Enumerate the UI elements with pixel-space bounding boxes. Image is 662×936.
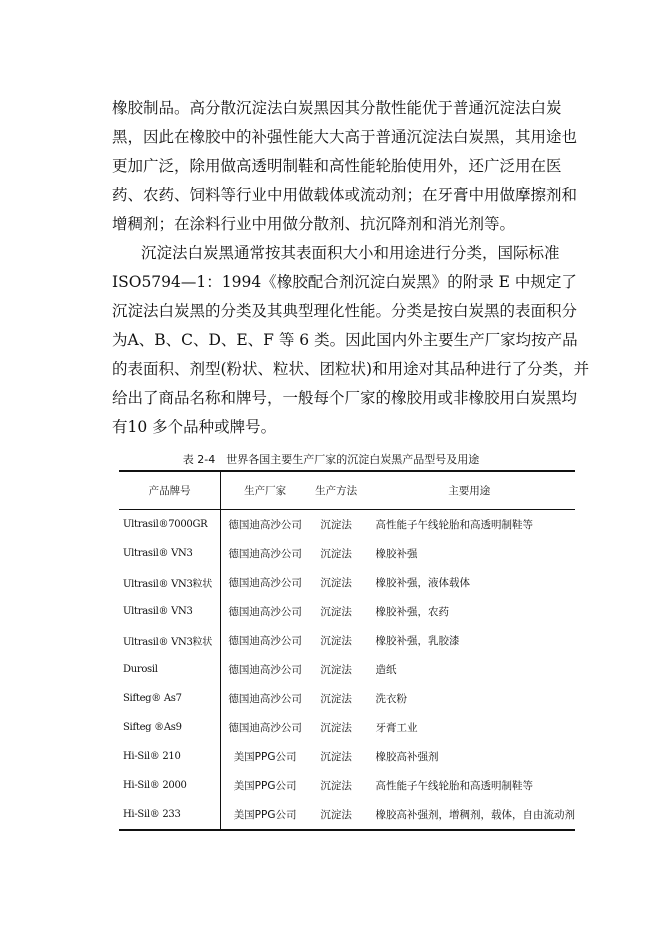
table-row [119,539,575,568]
cell-main-use: 高性能子午线轮胎和高透明制鞋等 [375,780,533,792]
table-row [119,684,575,713]
table-row [119,568,575,597]
table-row [119,510,575,540]
cell-product-code: Ultrasil® VN3粒状 [119,568,221,597]
cell-product-code: Durosil [119,655,221,684]
cell-production-method: 沉淀法 [320,664,352,676]
header-manufacturer: 生产厂家 [244,485,287,497]
cell-main-use: 牙膏工业 [375,722,418,734]
table-row [119,626,575,655]
cell-main-use: 高性能子午线轮胎和高透明制鞋等 [375,519,533,531]
cell-production-method: 沉淀法 [320,780,352,792]
cell-production-method: 沉淀法 [320,635,352,647]
cell-product-code: Sifteg ®As9 [119,713,221,742]
cell-manufacturer: 德国迪高沙公司 [228,548,302,560]
cell-manufacturer: 德国迪高沙公司 [228,722,302,734]
cell-main-use: 橡胶补强 [375,548,418,560]
product-table [119,470,575,831]
cell-manufacturer: 美国PPG公司 [233,809,297,821]
cell-production-method: 沉淀法 [320,809,352,821]
table-row [119,771,575,800]
cell-production-method: 沉淀法 [320,577,352,589]
cell-main-use: 橡胶补强，农药 [375,606,449,618]
table-caption: 表 2-4 世界各国主要生产厂家的沉淀白炭黑产品型号及用途 [182,453,480,466]
cell-manufacturer: 美国PPG公司 [233,780,297,792]
cell-production-method: 沉淀法 [320,606,352,618]
cell-product-code: Ultrasil® VN3粒状 [119,626,221,655]
cell-production-method: 沉淀法 [320,693,352,705]
cell-manufacturer: 德国迪高沙公司 [228,577,302,589]
cell-product-code: Hi-Sil® 210 [119,742,221,771]
cell-product-code: Hi-Sil® 233 [119,800,221,830]
cell-main-use: 橡胶补强，液体载体 [375,577,470,589]
cell-product-code: Sifteg® As7 [119,684,221,713]
cell-product-code: Hi-Sil® 2000 [119,771,221,800]
table-header-row [119,471,575,510]
header-main-use: 主要用途 [448,485,491,497]
cell-main-use: 橡胶高补强剂，增稠剂，载体，自由流动剂 [375,809,575,821]
cell-production-method: 沉淀法 [320,548,352,560]
cell-product-code: Ultrasil®7000GR [119,510,221,540]
cell-production-method: 沉淀法 [320,722,352,734]
cell-main-use: 造纸 [375,664,397,676]
header-production-method: 生产方法 [315,485,358,497]
table-row [119,597,575,626]
header-product-code: 产品牌号 [119,471,221,510]
cell-main-use: 橡胶补强，乳胶漆 [375,635,460,647]
cell-production-method: 沉淀法 [320,751,352,763]
paragraph-2: 沉淀法白炭黑通常按其表面积大小和用途进行分类，国际标准ISO5794—1：1994《橡胶配合剂沉淀白炭黑》的附录 E 中规定了沉淀法白炭黑的分类及其典型理化性能。分类是按白炭黑的表面积分为A、B、C、D、E、F 等 6 类。因此国内外主要生产厂家均按产品的表面积、剂型(粉状、粒状、团粒状)和用途对其品种进行了分类，并给出了商品名称和牌号，一般每个厂家的橡胶用或非橡胶用白炭黑均有10 多个品种或牌号。 [112,244,590,436]
cell-main-use: 橡胶高补强剂 [375,751,439,763]
cell-product-code: Ultrasil® VN3 [119,539,221,568]
cell-manufacturer: 美国PPG公司 [233,751,297,763]
cell-manufacturer: 德国迪高沙公司 [228,693,302,705]
paragraph-1: 橡胶制品。高分散沉淀法白炭黑因其分散性能优于普通沉淀法白炭黑，因此在橡胶中的补强性能大大高于普通沉淀法白炭黑，其用途也更加广泛，除用做高透明制鞋和高性能轮胎使用外，还广泛用在医药、农药、饲料等行业中用做载体或流动剂；在牙膏中用做摩擦剂和增稠剂；在涂料行业中用做分散剂、抗沉降剂和消光剂等。 [112,99,578,233]
table-row [119,655,575,684]
cell-manufacturer: 德国迪高沙公司 [228,635,302,647]
table-row [119,742,575,771]
cell-manufacturer: 德国迪高沙公司 [228,519,302,531]
cell-production-method: 沉淀法 [320,519,352,531]
cell-main-use: 洗衣粉 [375,693,407,705]
table-row [119,713,575,742]
cell-manufacturer: 德国迪高沙公司 [228,664,302,676]
table-row [119,800,575,830]
cell-product-code: Ultrasil® VN3 [119,597,221,626]
cell-manufacturer: 德国迪高沙公司 [228,606,302,618]
